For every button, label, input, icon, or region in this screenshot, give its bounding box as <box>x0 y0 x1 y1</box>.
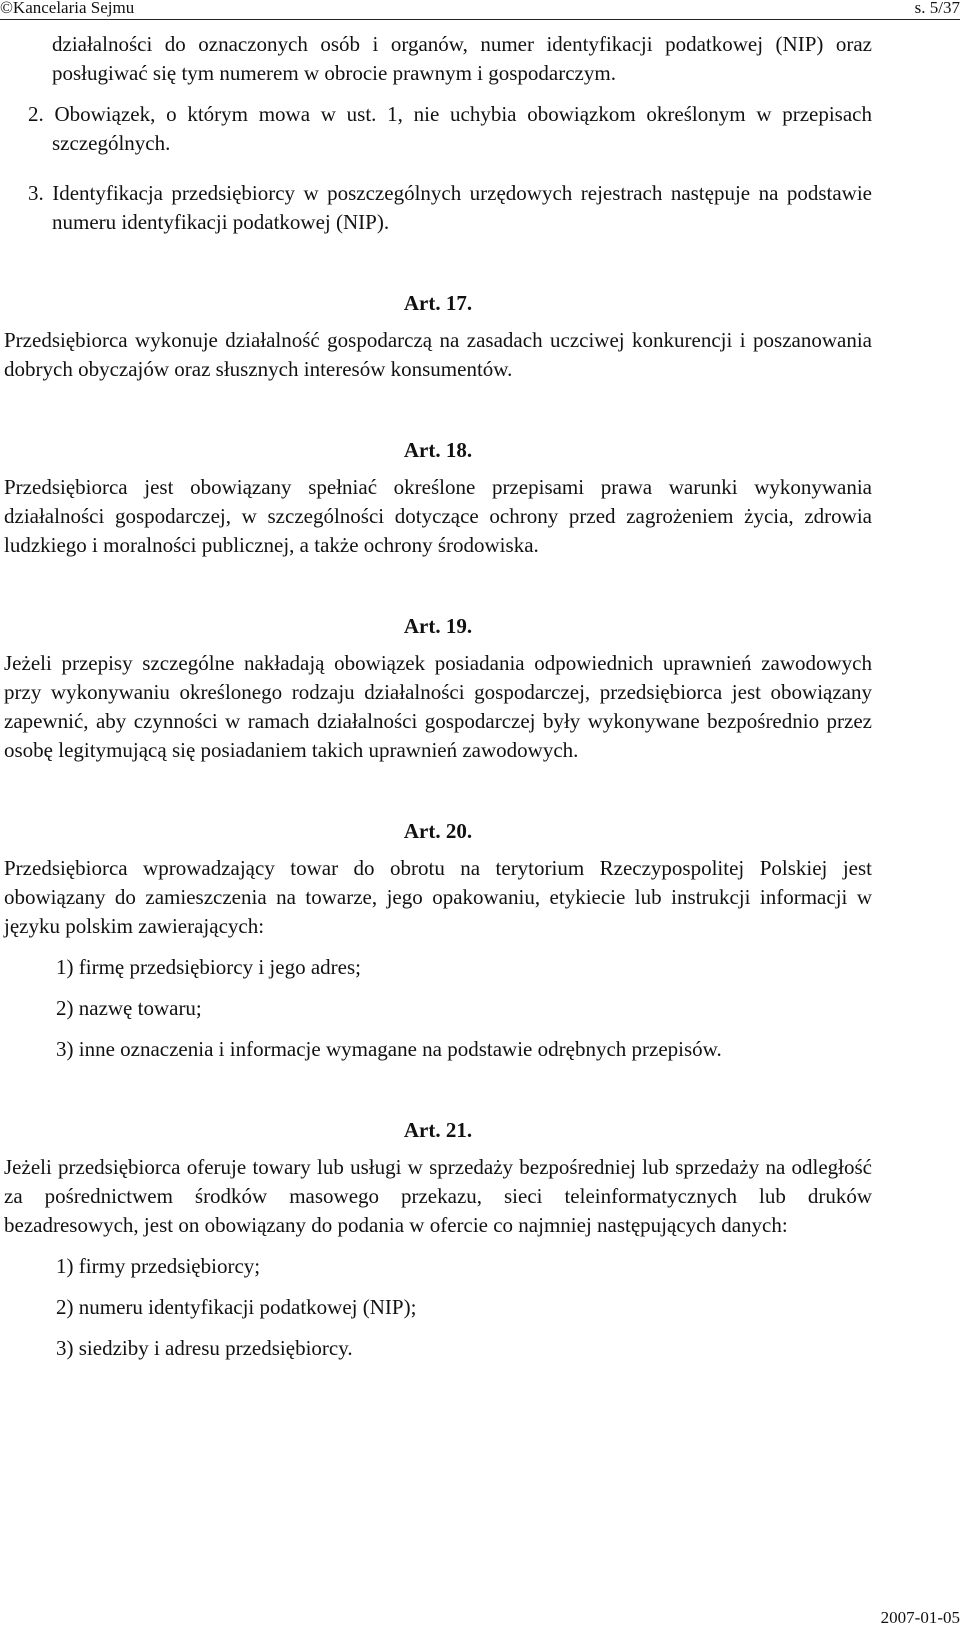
article-20-text: Przedsiębiorca wprowadzający towar do obrotu na terytorium Rzeczypospolitej Polskiej jest obowiązany do zamieszczenia na towarze, jego opakowaniu, etykiecie lub instrukcji informacji w języku polskim zawierających: <box>4 856 872 938</box>
article-20-title: Art. 20. <box>403 819 473 843</box>
header-divider <box>0 19 960 20</box>
article-17-text: Przedsiębiorca wykonuje działalność gospodarczą na zasadach uczciwej konkurencji i poszanowania dobrych obyczajów oraz słusznych interesów konsumentów. <box>4 328 872 381</box>
page-footer-date: 2007-01-05 <box>880 1608 960 1627</box>
article-21-item-1: 1) firmy przedsiębiorcy; <box>56 1254 261 1278</box>
paragraph-3: 3. Identyfikacja przedsiębiorcy w poszczególnych urzędowych rejestrach następuje na podstawie numeru identyfikacji podatkowej (NIP). <box>28 181 872 234</box>
article-19-title: Art. 19. <box>403 614 473 638</box>
article-18-title: Art. 18. <box>403 438 473 462</box>
article-20-item-3: 3) inne oznaczenia i informacje wymagane na podstawie odrębnych przepisów. <box>56 1037 722 1061</box>
page-header <box>0 0 960 24</box>
article-20-item-2: 2) nazwę towaru; <box>56 996 202 1020</box>
article-20-item-1: 1) firmę przedsiębiorcy i jego adres; <box>56 955 361 979</box>
article-21-text: Jeżeli przedsiębiorca oferuje towary lub usługi w sprzedaży bezpośredniej lub sprzedaży na odległość za pośrednictwem środków masowego przekazu, sieci teleinformatycznych lub druków bezadresowych, jest on obowiązany do podania w ofercie co najmniej następujących danych: <box>4 1155 872 1237</box>
paragraph-2: 2. Obowiązek, o którym mowa w ust. 1, nie uchybia obowiązkom określonym w przepisach szczególnych. <box>28 102 872 155</box>
article-17-title: Art. 17. <box>403 291 473 315</box>
article-18-text: Przedsiębiorca jest obowiązany spełniać określone przepisami prawa warunki wykonywania działalności gospodarczej, w szczególności dotyczące ochrony przed zagrożeniem życia, zdrowia ludzkiego i moralności publicznej, a także ochrony środowiska. <box>4 475 872 557</box>
article-21-title: Art. 21. <box>403 1118 473 1142</box>
article-19-text: Jeżeli przepisy szczególne nakładają obowiązek posiadania odpowiednich uprawnień zawodowych przy wykonywaniu określonego rodzaju działalności gospodarczej, przedsiębiorca jest obowiązany zapewnić, aby czynności w ramach działalności gospodarczej były wykonywane bezpośrednio przez osobę legitymującą się posiadaniem takich uprawnień zawodowych. <box>4 651 872 762</box>
article-21-item-2: 2) numeru identyfikacji podatkowej (NIP); <box>56 1295 417 1319</box>
document-body <box>4 30 872 1363</box>
page-number: s. 5/37 <box>914 0 960 17</box>
continuation-paragraph: działalności do oznaczonych osób i organów, numer identyfikacji podatkowej (NIP) oraz posługiwać się tym numerem w obrocie prawnym i gospodarczym. <box>52 32 872 85</box>
article-21-item-3: 3) siedziby i adresu przedsiębiorcy. <box>56 1336 353 1360</box>
copyright-label: ©Kancelaria Sejmu <box>0 0 135 17</box>
